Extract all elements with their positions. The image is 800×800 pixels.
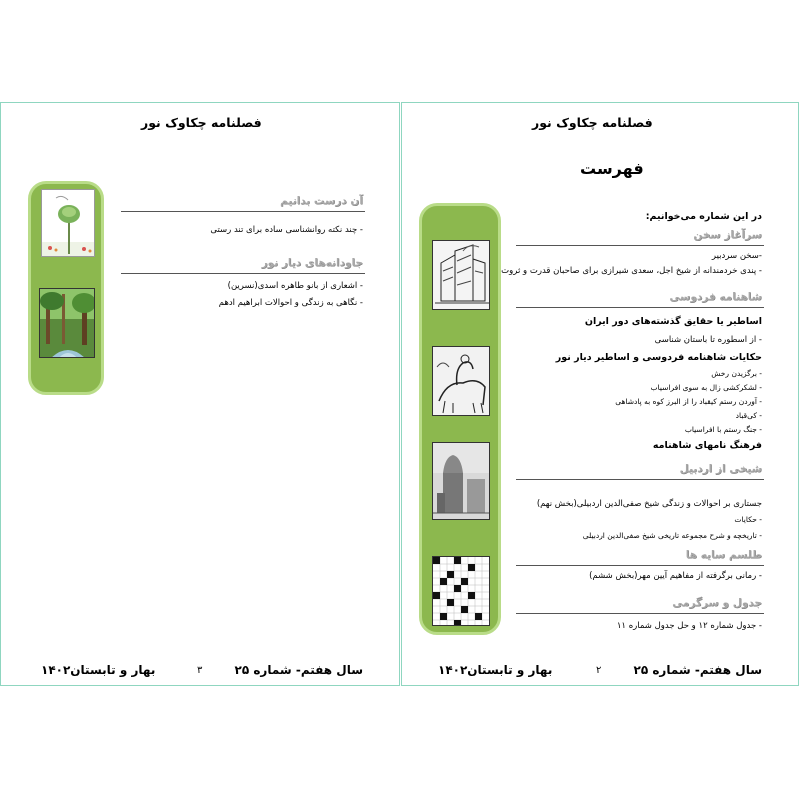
toc-entry: - برگزیدن رخش (711, 369, 762, 378)
toc-entry: - جنگ رستم با افراسیاب (684, 425, 762, 434)
footer-season: بهار و تابستان۱۴۰۲ (41, 663, 156, 677)
sketch-buildings-image (432, 240, 490, 310)
toc-entry: - پندی خردمندانه از شیخ اجل، سعدی شیرازی برای صاحبان قدرت و ثروت (501, 266, 762, 276)
rostam-rakhsh-image (432, 346, 490, 416)
section-title: جدول و سرگرمی (672, 597, 762, 609)
section-title: شیخی از اردبیل (679, 463, 762, 475)
section-title: سرآغاز سخن (693, 229, 762, 241)
toc-entry: - اشعاری از بانو طاهره اسدی(نسرین) (227, 281, 363, 291)
section-divider (516, 613, 764, 614)
section-divider (516, 307, 764, 308)
footer-issue: سال هفتم- شماره ۲۵ (633, 663, 762, 677)
toc-entry: جستاری بر احوالات و زندگی شیخ صفی‌الدین اردبیلی(بخش نهم) (536, 499, 762, 509)
plant-illustration (41, 189, 95, 257)
toc-entry: - آوردن رستم کیقباد را از البرز کوه به پادشاهی (615, 397, 762, 406)
page-number: ۲ (596, 665, 602, 676)
toc-entry: - رمانی برگرفته از مفاهیم آیین مهر(بخش ششم) (589, 571, 762, 581)
left-page (0, 102, 400, 686)
right-page (401, 102, 799, 686)
toc-entry: - کی‌قباد (735, 411, 762, 420)
sheikh-safi-shrine-image (432, 442, 490, 520)
section-divider (516, 479, 764, 480)
section-title: جاودانه‌های دیار نور (261, 257, 363, 269)
section-title: طلسم سایه ها (685, 549, 762, 561)
toc-entry: اساطیر یا حقایق گذشته‌های دور ایران (584, 316, 762, 327)
toc-entry: - چند نکته روانشناسی ساده برای تند رستی (210, 225, 363, 235)
footer-season: بهار و تابستان۱۴۰۲ (438, 663, 553, 677)
section-divider (121, 211, 365, 212)
toc-entry: فرهنگ نامهای شاهنامه (652, 440, 762, 451)
section-title: شاهنامه فردوسی (669, 291, 762, 303)
toc-intro: در این شماره می‌خوانیم: (645, 211, 762, 222)
section-divider (121, 273, 365, 274)
forest-painting (39, 288, 95, 358)
toc-entry: - تاریخچه و شرح مجموعه تاریخی شیخ صفی‌الدین اردبیلی (582, 531, 762, 540)
toc-entry: -سخن سردبیر (711, 251, 762, 261)
toc-entry: - جدول شماره ۱۲ و حل جدول شماره ۱۱ (616, 621, 762, 631)
toc-entry: - از اسطوره تا باستان شناسی (654, 335, 762, 345)
footer-issue: سال هفتم- شماره ۲۵ (234, 663, 363, 677)
journal-title: فصلنامه چکاوک نور (532, 115, 653, 130)
section-divider (516, 245, 764, 246)
crossword-grid-image (432, 556, 490, 626)
section-title: آن درست بدانیم (280, 195, 363, 207)
section-divider (516, 565, 764, 566)
toc-entry: - لشکرکشی زال به سوی افراسیاب (650, 383, 762, 392)
right-image-sidebar (419, 203, 501, 635)
page-number: ۳ (197, 665, 203, 676)
toc-title: فهرست (580, 159, 644, 178)
toc-entry: حکایات شاهنامه فردوسی و اساطیر دیار نور (555, 352, 762, 363)
toc-entry: - حکایات (734, 515, 762, 524)
journal-title: فصلنامه چکاوک نور (141, 115, 262, 130)
left-image-sidebar (28, 181, 104, 395)
toc-entry: - نگاهی به زندگی و احوالات ابراهیم ادهم (218, 298, 363, 308)
